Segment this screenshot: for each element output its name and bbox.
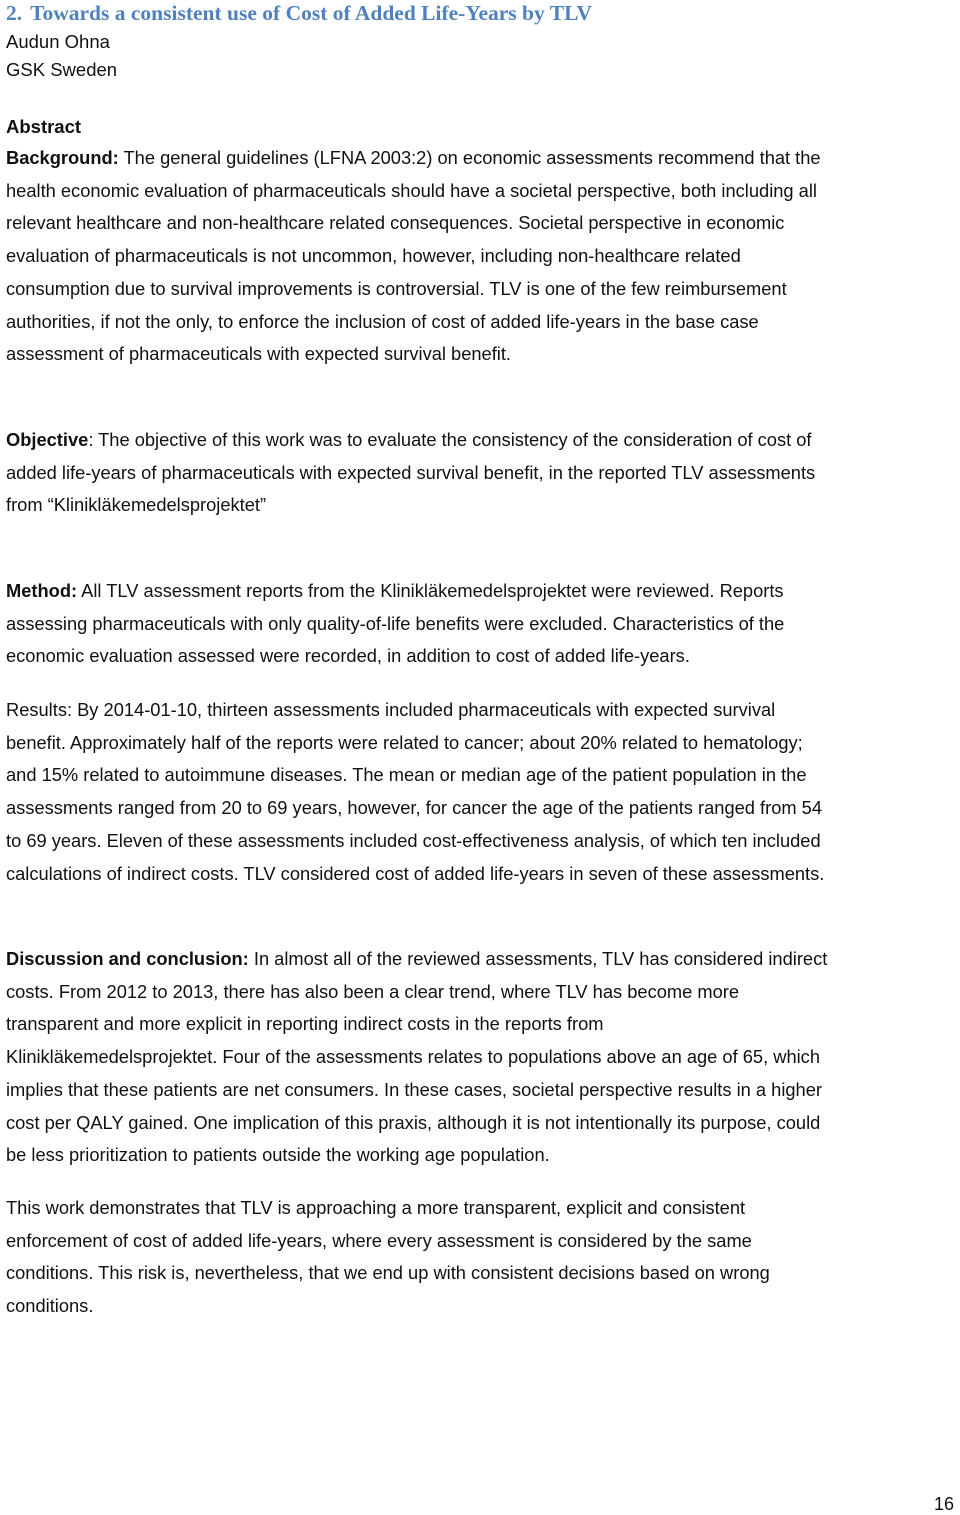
background-line: authorities, if not the only, to enforce the inclusion of cost of added life-years in the base case [6, 310, 759, 332]
section-title: Towards a consistent use of Cost of Added Life-Years by TLV [30, 1, 592, 25]
closing-line: conditions. [6, 1295, 94, 1317]
results-line: and 15% related to autoimmune diseases. The mean or median age of the patient population in the [6, 764, 807, 786]
closing-line: conditions. This risk is, nevertheless, that we end up with consistent decisions based on wrong [6, 1262, 770, 1284]
discussion-line: Discussion and conclusion: In almost all of the reviewed assessments, TLV has considered indirect [6, 948, 828, 969]
background-line: consumption due to survival improvements is controversial. TLV is one of the few reimbursement [6, 277, 787, 299]
results-line: Results: By 2014-01-10, thirteen assessments included pharmaceuticals with expected survival [6, 699, 776, 720]
discussion-line: Klinikläkemedelsprojektet. Four of the assessments relates to populations above an age of 65, which [6, 1046, 820, 1068]
discussion-line: costs. From 2012 to 2013, there has also been a clear trend, where TLV has become more [6, 980, 740, 1002]
objective-line: added life-years of pharmaceuticals with expected survival benefit, in the reported TLV assessments [6, 461, 816, 483]
results-line: calculations of indirect costs. TLV considered cost of added life-years in seven of these assessments. [6, 862, 825, 884]
discussion-label: Discussion and conclusion: [6, 948, 249, 969]
results-paragraph [6, 694, 958, 890]
objective-paragraph [6, 424, 958, 522]
background-line: assessment of pharmaceuticals with expected survival benefit. [6, 343, 512, 365]
method-paragraph [6, 575, 958, 673]
background-paragraph [6, 142, 958, 371]
results-line: to 69 years. Eleven of these assessments included cost-effectiveness analysis, of which ten included [6, 829, 821, 851]
abstract-title: Abstract [6, 116, 82, 137]
closing-line: enforcement of cost of added life-years, where every assessment is considered by the same [6, 1229, 752, 1251]
method-line: assessing pharmaceuticals with only quality-of-life benefits were excluded. Characteristics of the [6, 612, 785, 634]
objective-label: Objective [6, 429, 89, 450]
section-number: 2. [6, 1, 23, 25]
background-label: Background: [6, 147, 119, 168]
discussion-line: be less prioritization to patients outside the working age population. [6, 1144, 550, 1166]
background-line: health economic evaluation of pharmaceuticals should have a societal perspective, both including all [6, 179, 817, 201]
discussion-line: implies that these patients are net consumers. In these cases, societal perspective results in a higher [6, 1078, 822, 1100]
objective-line: from “Klinikläkemedelsprojektet” [6, 494, 267, 516]
page-number: 16 [933, 1494, 954, 1514]
results-line: benefit. Approximately half of the reports were related to cancer; about 20% related to hematology; [6, 731, 803, 753]
closing-line: This work demonstrates that TLV is approaching a more transparent, explicit and consistent [6, 1197, 746, 1218]
discussion-line: cost per QALY gained. One implication of this praxis, although it is not intentionally its purpose, could [6, 1111, 821, 1133]
method-label: Method: [6, 580, 78, 601]
background-line: relevant healthcare and non-healthcare related consequences. Societal perspective in economic [6, 212, 785, 234]
method-line: Method: All TLV assessment reports from the Klinikläkemedelsprojektet were reviewed. Reports [6, 580, 784, 601]
method-line: economic evaluation assessed were recorded, in addition to cost of added life-years. [6, 645, 690, 667]
discussion-line: transparent and more explicit in reporting indirect costs in the reports from [6, 1013, 604, 1035]
author-name: Audun Ohna [6, 31, 110, 52]
discussion-paragraph [6, 943, 958, 1172]
section-heading [6, 0, 592, 26]
results-line: assessments ranged from 20 to 69 years, however, for cancer the age of the patients ranged from 54 [6, 797, 823, 819]
author-affiliation: GSK Sweden [6, 59, 118, 80]
closing-paragraph [6, 1192, 958, 1323]
background-line: Background: The general guidelines (LFNA 2003:2) on economic assessments recommend that the [6, 147, 821, 168]
objective-line: Objective: The objective of this work was to evaluate the consistency of the consideration of cost of [6, 429, 812, 450]
background-line: evaluation of pharmaceuticals is not uncommon, however, including non-healthcare related [6, 245, 741, 267]
